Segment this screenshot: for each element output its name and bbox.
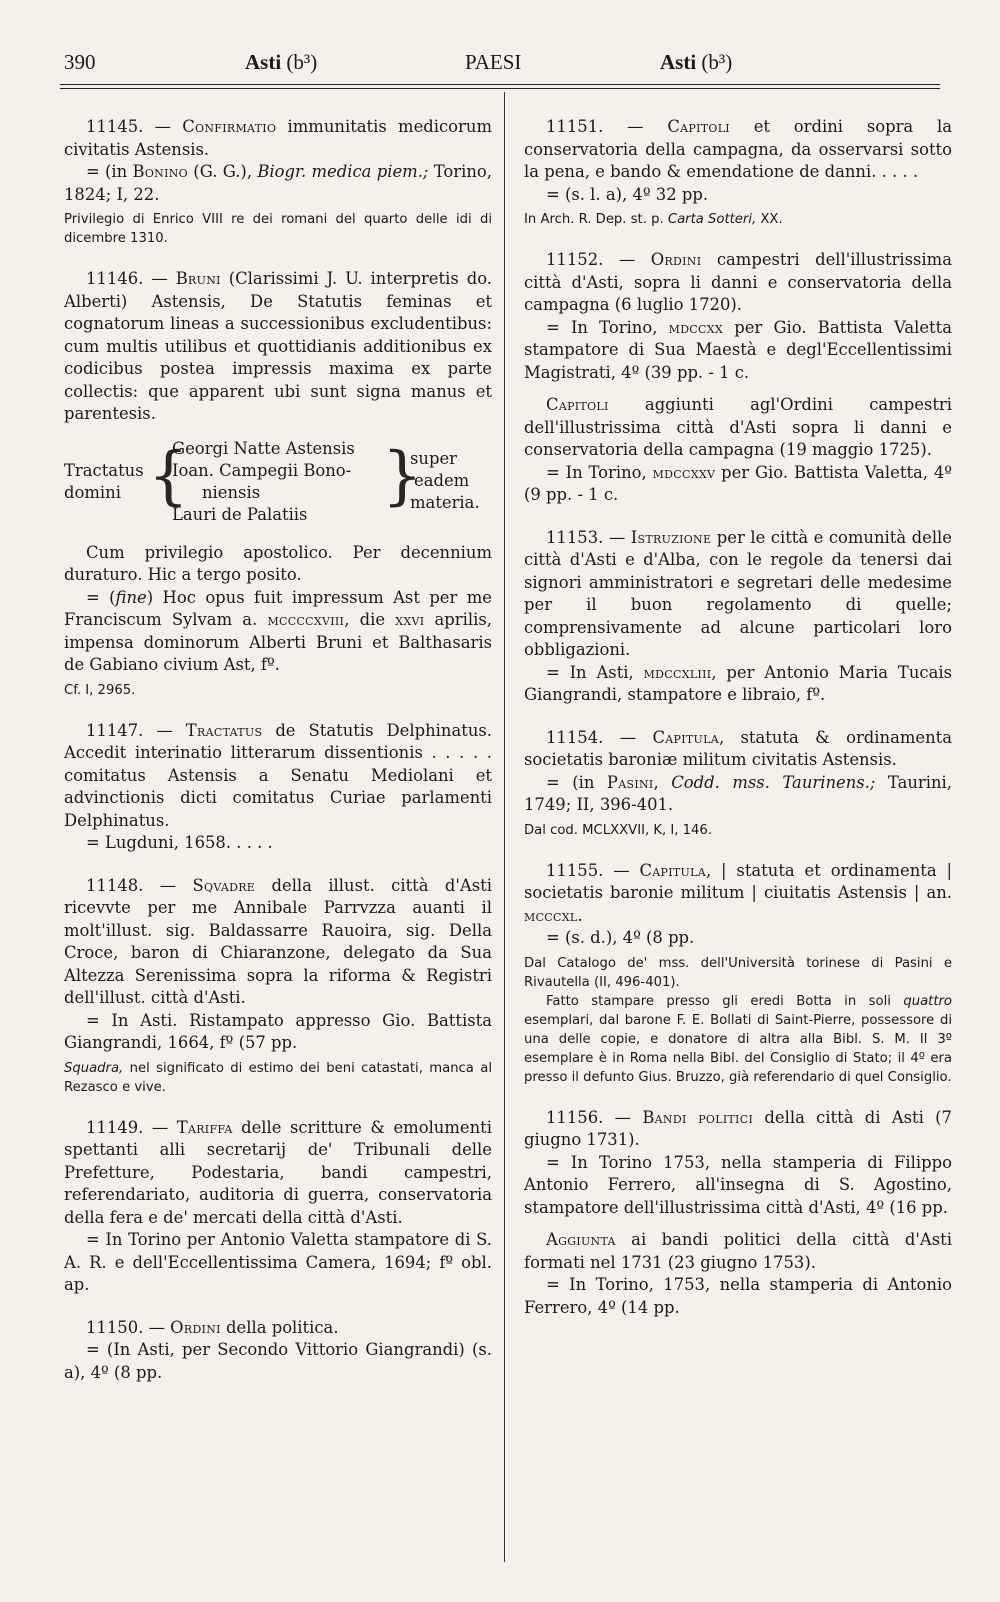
imprint-text: , per Antonio Maria Tucais Giangrandi, stampatore e libraio, fº.: [524, 662, 952, 704]
entry-note: [64, 1059, 492, 1097]
entry-imprint: [524, 317, 952, 385]
bracket-tail: materia.: [410, 492, 480, 512]
entry-number: 11148.: [86, 875, 144, 895]
entry-heading: Capitula: [639, 860, 706, 880]
entry-imprint: = (s. l. a), 4º 32 pp.: [546, 184, 709, 204]
imprint-text: = In Asti,: [546, 662, 644, 682]
header-rule: [60, 84, 940, 85]
imprint-text: , die: [344, 610, 396, 629]
entry-body: immunitatis medicorum civitatis Astensis.: [64, 117, 492, 159]
page-number: 390: [64, 50, 96, 74]
header-right-suffix: (b³): [696, 50, 733, 74]
entry-body: delle scritture & emolumenti spettanti alli secretarij de' Tribunali delle Prefetture, Podestaria, bandi campestri, referendariato, auditoria di guerra, conservatoria della fera e de' mercati della città d'Asti.: [64, 1117, 492, 1227]
entry-imprint: = In Asti. Ristampato appresso Gio. Battista Giangrandi, 1664, fº (57 pp.: [64, 1010, 492, 1052]
bracket-author: niensis: [202, 482, 261, 502]
entry-text: 11150. — Ordini della politica.: [86, 1317, 339, 1337]
imprint-text: = (in: [546, 772, 607, 792]
subitem-body: aggiunti agl'Ordini campestri dell'illustrissima città d'Asti sopra li danni e conservatoria della campagna (19 maggio 1725).: [524, 395, 952, 459]
imprint-day: xxvi: [395, 610, 425, 629]
imprint-date: mdccxliii: [643, 662, 712, 682]
entry-note: Dal Catalogo de' mss. dell'Università torinese di Pasini e Rivautella (II, 496-401).: [524, 955, 952, 990]
entry-body: .: [577, 905, 583, 925]
bracket-author: Lauri de Palatiis: [172, 504, 308, 524]
imprint-text: Torino, 1824; I, 22.: [64, 162, 492, 204]
imprint-text: Taurini, 1749; II, 396-401.: [524, 772, 952, 814]
subitem-heading: Capitoli: [546, 395, 609, 414]
entry-imprint: = (In Asti, per Secondo Vittorio Giangrandi) (s. a), 4º (8 pp.: [64, 1340, 492, 1382]
entry-11145: [64, 116, 492, 248]
imprint-text: = (: [86, 587, 116, 607]
entry-11155: [524, 860, 952, 1087]
entry-note: [524, 210, 952, 229]
left-column: [64, 116, 492, 1404]
right-column: [524, 116, 952, 1339]
imprint-title: Codd. mss. Taurinens.;: [671, 772, 876, 792]
imprint-italic: fine: [115, 587, 147, 607]
entry-imprint: = In Torino per Antonio Valetta stampatore di S. A. R. e dell'Eccellentissima Camera, 1694; fº obl. ap.: [64, 1230, 492, 1294]
entry-text: 11153. — Istruzione per le città e comunità delle città d'Asti e d'Alba, con le regole da tenersi dai signori amministratori e segretari delle medesime per il buon regolamento di quelle; comprensivamente ad alcune particolari loro obbligazioni.: [524, 527, 953, 659]
entry-heading: Tariffa: [176, 1117, 233, 1137]
imprint-text: ,: [653, 772, 672, 792]
brace-left: {: [148, 438, 189, 513]
header-section: PAESI: [465, 50, 522, 74]
imprint-text: (G. G.),: [188, 162, 258, 181]
entry-heading: Ordini: [650, 250, 702, 269]
entry-heading: Tractatus: [185, 720, 263, 740]
entry-heading: Sqvadre: [192, 875, 256, 895]
header-right-place: Asti: [660, 50, 697, 74]
header-rule-double: [60, 88, 940, 89]
entry-heading: Istruzione: [630, 527, 712, 547]
note-text: esemplari, dal barone F. E. Bollati di Saint-Pierre, possessore di una delle copie, e donatore di altra alla Bibl. S. M. Il 3º esemplare è in Roma nella Bibl. del Consiglio di Stato; il 4º era presso il defunto Gius. Bruzzo, già referendario di quel Consiglio.: [524, 1012, 952, 1085]
subitem-imprint: = In Torino, 1753, nella stamperia di Antonio Ferrero, 4º (14 pp.: [524, 1275, 952, 1317]
header-left-suffix: (b³): [281, 50, 318, 74]
entry-text: 11148. — Sqvadre della illust. città d'Asti ricevvte per me Annibale Parrvzza auanti il molt'illust. sig. Baldassarre Rauoira, sig. Della Croce, baron di Chiaranzone, delegato da Sua Altezza Serenissima sopra la riforma & Registri dell'illust. città d'Asti.: [64, 875, 492, 1007]
imprint-text: ) Hoc opus fuit impressum Ast per me Franciscum Sylvam a.: [64, 587, 492, 629]
entry-number: 11146.: [86, 269, 144, 288]
entry-imprint: [64, 587, 492, 677]
entry-subitem: [524, 394, 952, 462]
entry-heading: Bandi politici: [642, 1107, 754, 1127]
imprint-text: = (in: [86, 162, 133, 181]
entry-number: 11147.: [86, 720, 144, 740]
imprint-author: Pasini: [606, 772, 654, 792]
entry-11154: [524, 727, 952, 840]
column-divider: [504, 92, 505, 1562]
bracket-author: Ioan. Campegii Bono-: [172, 460, 352, 480]
header-left-place: Asti: [245, 50, 282, 74]
entry-number: 11150.: [86, 1317, 144, 1337]
running-header: [60, 46, 940, 82]
note-text: Fatto stampare presso gli eredi Botta in soli: [546, 993, 904, 1009]
authors-bracket: [64, 434, 492, 534]
entry-note: Privilegio di Enrico VIII re dei romani del quarto delle idi di dicembre 1310.: [64, 212, 492, 246]
entry-body: de Statutis Delphinatus. Accedit interinatio litterarum dissentionis . . . . . comitatus Astensis a Senatu Mediolani et advinctionis dicti comitatus Curiae parlamenti Delphinatus.: [64, 720, 492, 830]
entry-heading: Capitula: [652, 727, 719, 747]
entry-body: (Clarissimi J. U. interpretis do. Alberti) Astensis, De Statutis feminas et cognatorum lineas a successionibus excludentibus: cum multis utilibus et quottidianis additionibus ex codicibus postea impressis maxima ex parte collectis: que apparent ubi sunt signa manus et parentesis.: [64, 269, 492, 423]
entry-11151: [524, 116, 952, 229]
imprint-author: Bonino: [132, 162, 188, 181]
entry-imprint: [524, 662, 952, 707]
entry-11148: [64, 875, 492, 1097]
note-term: Squadra,: [64, 1060, 124, 1076]
bracket-author: Georgi Natte Astensis: [172, 438, 355, 458]
entry-heading: Bruni: [175, 269, 221, 288]
brace-right: }: [382, 438, 423, 513]
entry-number: 11156.: [546, 1107, 604, 1127]
entry-body: della città di Asti (7 giugno 1731).: [524, 1107, 952, 1149]
entry-number: 11151.: [546, 117, 604, 136]
entry-number: 11145.: [86, 117, 144, 136]
entry-text: 11147. — Tractatus de Statutis Delphinatus. Accedit interinatio litterarum dissentionis . . . . . comitatus Astensis a Senatu Mediolani et advinctionis dicti comitatus Curiae parlamenti Delphinatus.: [64, 720, 492, 830]
entry-imprint: = (s. d.), 4º (8 pp.: [546, 928, 695, 947]
subitem-imprint: [524, 462, 952, 507]
note-text: In Arch. R. Dep. st. p.: [524, 212, 668, 227]
entry-colophon: Cum privilegio apostolico. Per decennium duraturo. Hic a tergo posito.: [64, 542, 492, 584]
entry-11146: [64, 268, 492, 700]
entry-text: 11156. — Bandi politici della città di Asti (7 giugno 1731).: [524, 1107, 952, 1149]
bracket-tail: super: [410, 448, 457, 468]
entry-note: Dal cod. MCLXXVII, K, I, 146.: [524, 822, 713, 838]
imprint-date: mccccxviii: [267, 610, 345, 629]
entry-text: 11145. — Confirmatio immunitatis medicorum civitatis Astensis.: [64, 117, 492, 159]
bracket-label: Tractatus: [64, 460, 144, 480]
entry-number: 11155.: [546, 860, 604, 880]
note-italic: quattro: [903, 993, 952, 1009]
entry-11147: [64, 720, 492, 855]
entry-text: 11152. — Ordini campestri dell'illustrissima città d'Asti, sopra li danni e conservatoria della campagna (6 luglio 1720).: [524, 250, 952, 314]
entry-number: 11149.: [86, 1117, 144, 1137]
entry-note: [524, 992, 952, 1087]
imprint-text: aprilis, impensa dominorum Alberti Bruni et Balthasaris de Gabiano civium Ast, fº.: [64, 610, 492, 674]
entry-body: della politica.: [220, 1317, 339, 1337]
entry-date: mcccxl: [524, 905, 578, 925]
note-text: nel significato di estimo dei beni catastati, manca al Rezasco e vive.: [64, 1060, 492, 1095]
imprint-date: mdccxx: [668, 317, 724, 337]
entry-body: et ordini sopra la conservatoria della campagna, da osservarsi sotto la pena, e bando & emendatione de danni. . . . .: [524, 117, 952, 181]
subitem-body: ai bandi politici della città d'Asti formati nel 1731 (23 giugno 1753).: [524, 1230, 952, 1272]
entry-11152: [524, 249, 952, 507]
entry-11156: [524, 1107, 952, 1320]
entry-note: Cf. I, 2965.: [64, 682, 136, 698]
entry-text: 11154. — Capitula, statuta & ordinamenta societatis baroniæ militum civitatis Astensis.: [524, 727, 952, 769]
entry-heading: Confirmatio: [182, 117, 277, 136]
imprint-date: mdccxxv: [652, 462, 716, 482]
imprint-text: = In Torino,: [546, 317, 669, 337]
imprint-text: per Gio. Battista Valetta stampatore di Sua Maestà e degl'Eccellentissimi Magistrati, 4º (39 pp. - 1 c.: [524, 317, 952, 382]
entry-heading: Ordini: [170, 1317, 221, 1337]
note-text: XX.: [756, 212, 783, 227]
imprint-text: per Gio. Battista Valetta, 4º (9 pp. - 1 c.: [524, 462, 953, 504]
entry-text: 11155. — Capitula, | statuta et ordinamenta | societatis baronie militum | ciuitatis Astensis | an. mcccxl.: [524, 860, 952, 925]
entry-body: , statuta & ordinamenta societatis baroniæ militum civitatis Astensis.: [524, 727, 952, 769]
entry-11150: [64, 1317, 492, 1385]
entry-text: 11146. — Bruni (Clarissimi J. U. interpretis do. Alberti) Astensis, De Statutis feminas et cognatorum lineas a successionibus excludentibus: cum multis utilibus et quottidianis additionibus ex codicibus postea impressis maxima ex parte collectis: que apparent ubi sunt signa manus et parentesis.: [64, 269, 492, 423]
bracket-tail: eadem: [414, 470, 470, 490]
entry-11153: [524, 527, 952, 707]
subitem-heading: Aggiunta: [546, 1230, 616, 1249]
entry-subitem: [524, 1229, 952, 1274]
entry-number: 11152.: [546, 250, 604, 269]
note-italic: Carta Sotteri,: [667, 212, 757, 227]
imprint-title: Biogr. medica piem.;: [257, 162, 429, 181]
bracket-label: domini: [64, 482, 121, 502]
entry-body: della illust. città d'Asti ricevvte per me Annibale Parrvzza auanti il molt'illust. sig. Baldassarre Rauoira, sig. Della Croce, baron di Chiaranzone, delegato da Sua Altezza Serenissima sopra la riforma & Registri dell'illust. città d'Asti.: [64, 875, 492, 1007]
entry-number: 11154.: [546, 727, 604, 747]
entry-body: campestri dell'illustrissima città d'Asti, sopra li danni e conservatoria della campagna (6 luglio 1720).: [524, 250, 952, 314]
entry-heading: Capitoli: [667, 117, 730, 136]
entry-body: , | statuta et ordinamenta | societatis baronie militum | ciuitatis Astensis | an.: [524, 860, 952, 902]
entry-imprint: = In Torino 1753, nella stamperia di Filippo Antonio Ferrero, all'insegna di S. Agostino, stampatore dell'illustrissima città d'Asti, 4º (16 pp.: [524, 1152, 952, 1217]
entry-imprint: = Lugduni, 1658. . . . .: [86, 833, 273, 852]
imprint-text: = In Torino,: [546, 462, 653, 482]
entry-text: 11149. — Tariffa delle scritture & emolumenti spettanti alli secretarij de' Tribunali delle Prefetture, Podestaria, bandi campestri, referendariato, auditoria di guerra, conservatoria della fera e de' mercati della città d'Asti.: [64, 1117, 492, 1227]
entry-imprint: [64, 161, 492, 206]
header-left-title: [245, 50, 317, 75]
header-right-title: [660, 50, 732, 75]
entry-imprint: [524, 772, 952, 817]
entry-number: 11153.: [546, 527, 604, 547]
entry-11149: [64, 1117, 492, 1297]
entry-text: 11151. — Capitoli et ordini sopra la conservatoria della campagna, da osservarsi sotto la pena, e bando & emendatione de danni. . . . .: [524, 117, 952, 181]
entry-body: per le città e comunità delle città d'Asti e d'Alba, con le regole da tenersi dai signori amministratori e segretari delle medesime per il buon regolamento di quelle; comprensivamente ad alcune particolari loro obbligazioni.: [524, 527, 953, 659]
